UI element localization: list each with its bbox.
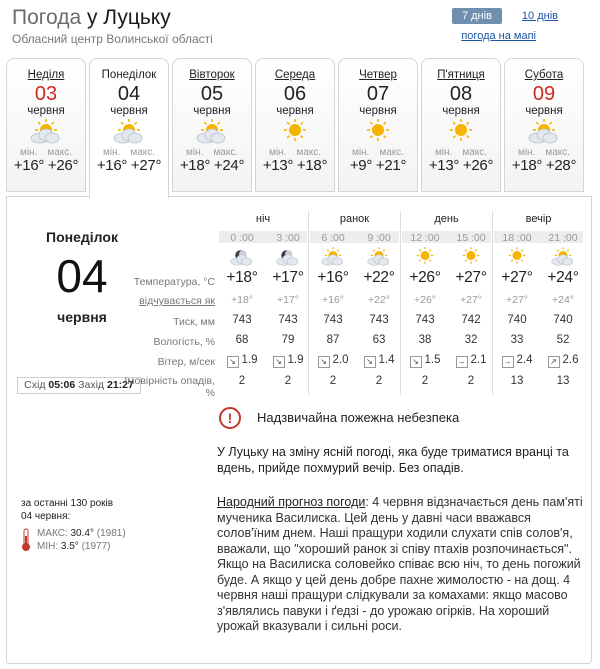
tab-10-days[interactable]: 10 днів: [521, 10, 558, 22]
hour-temperature: +22°: [363, 269, 395, 286]
day-tab-temps: +9° +21°: [349, 157, 407, 174]
day-tab-date: 08: [449, 83, 473, 105]
hour-temperature: +24°: [547, 269, 579, 286]
sunrise-sunset: Схід 05:06 Захід 21:27: [17, 377, 141, 394]
min-label: мін.: [517, 147, 536, 158]
partly-cloudy-icon: [109, 118, 149, 146]
folk-forecast: [217, 495, 585, 635]
hour-pressure: 743: [278, 314, 298, 326]
hour-label: 0 :00: [230, 232, 254, 244]
hour-precipitation: 13: [556, 375, 570, 387]
day-tab-name: Середа: [274, 69, 316, 81]
day-tab-name: Субота: [524, 69, 564, 81]
period-1: ніч: [255, 213, 271, 225]
hour-feels-like: +22°: [367, 294, 390, 306]
hour-pressure: 743: [323, 314, 343, 326]
day-detail-panel: [6, 196, 592, 664]
hour-label: 3 :00: [276, 232, 300, 244]
day-tab-temps: +18° +24°: [179, 157, 245, 174]
hour-pressure: 743: [232, 314, 252, 326]
hour-wind: ↘ 2.0: [310, 354, 356, 368]
day-tab-month: червня: [27, 105, 65, 117]
hour-wind: ↘ 1.9: [219, 354, 265, 368]
thermometer-icon: [21, 528, 31, 552]
hour-wind: ↘ 1.5: [402, 354, 448, 368]
day-tab-name: Понеділок: [101, 69, 157, 81]
label-precipitation: Імовірність опадів, %: [124, 375, 215, 399]
max-label: макс.: [462, 147, 488, 158]
sun-icon: [275, 118, 315, 146]
hour-label: 9 :00: [367, 232, 391, 244]
max-label: макс.: [130, 147, 156, 158]
max-label: макс.: [47, 147, 73, 158]
day-tab-month: червня: [276, 105, 314, 117]
min-label: мін.: [102, 147, 121, 158]
weather-description: У Луцьку на зміну ясній погоді, яка буде триматися вранці та вдень, прийде похмурий вечір. Без опадів.: [217, 445, 569, 475]
hour-wind: ↗ 2.6: [540, 354, 586, 368]
label-wind: Вітер, м/сек: [157, 356, 215, 368]
day-tab-temps: +13° +26°: [428, 157, 494, 174]
day-tab-5[interactable]: [338, 58, 418, 192]
max-label: макс.: [213, 147, 239, 158]
day-tab-6[interactable]: [421, 58, 501, 192]
hour-temperature: +26°: [409, 269, 441, 286]
sun-icon: [441, 118, 481, 146]
warning-banner: [217, 407, 577, 431]
day-tab-month: червня: [193, 105, 231, 117]
warning-icon: !: [219, 407, 241, 429]
day-tab-month: червня: [525, 105, 563, 117]
day-tab-temps: +16° +27°: [96, 157, 162, 174]
max-label: макс.: [296, 147, 322, 158]
wind-direction-icon: ↘: [364, 356, 376, 368]
day-tab-temps: +13° +18°: [262, 157, 328, 174]
label-temperature: Температура, °С: [133, 276, 215, 288]
period-2: ранок: [339, 213, 370, 225]
day-tab-date: 06: [283, 83, 307, 105]
day-tab-date: 09: [532, 83, 556, 105]
sun-icon: [448, 246, 494, 268]
sunrise-time: 05:06: [48, 379, 76, 391]
history-period: за останні 130 років: [21, 498, 114, 509]
hour-precipitation: 2: [238, 375, 246, 387]
sun-cloud-icon: [310, 246, 356, 268]
day-tab-4[interactable]: [255, 58, 335, 192]
hour-pressure: 740: [553, 314, 573, 326]
hour-precipitation: 13: [510, 375, 524, 387]
day-tab-date: 03: [34, 83, 58, 105]
hour-precipitation: 2: [467, 375, 475, 387]
sun-icon: [358, 118, 398, 146]
wind-direction-icon: ↘: [273, 356, 285, 368]
folk-forecast-text: : 4 червня відзначається день пам'яті мученика Василиска. Цей день у давні часи вважався солов'їним днем. Наші пращури ходили слухати спів солов'я, вважали, що "хороший ранок зі співу птахів розпочинається". Якщо на Василиска соловейко співає всю ніч, то день погожий буде. А якщо у цей день добре пахне жимолостю - на дощ. 4 червня наші пращури слідкували за комахами: якщо масово з'являлись павуки і ґедзі - до урожаю огірків. На хороший урожай вказували і сильні роси.: [217, 495, 583, 633]
hour-humidity: 87: [326, 334, 340, 346]
hour-temperature: +27°: [455, 269, 487, 286]
hour-precipitation: 2: [375, 375, 383, 387]
period-3: день: [434, 213, 459, 225]
hour-humidity: 68: [235, 334, 249, 346]
sun-icon: [402, 246, 448, 268]
tab-7-days[interactable]: 7 днів: [452, 8, 502, 24]
day-tab-name: Неділя: [27, 69, 65, 81]
sunset-time: 21:27: [106, 379, 134, 391]
hour-humidity: 32: [464, 334, 478, 346]
history-min: МІН: 3.5° (1977): [37, 541, 111, 552]
hour-pressure: 743: [369, 314, 389, 326]
hour-feels-like: +16°: [321, 294, 344, 306]
hour-feels-like: +17°: [276, 294, 299, 306]
partly-cloudy-icon: [26, 118, 66, 146]
hour-wind: ↘ 1.4: [356, 354, 402, 368]
header: [12, 6, 588, 48]
hour-precipitation: 2: [284, 375, 292, 387]
page-title: Погода у Луцьку: [12, 6, 171, 29]
min-label: мін.: [351, 147, 370, 158]
history-date: 04 червня:: [21, 511, 71, 522]
hour-pressure: 743: [415, 314, 435, 326]
label-feels-like[interactable]: відчувається як: [139, 295, 215, 307]
period-4: вечір: [525, 213, 552, 225]
hour-feels-like: +27°: [459, 294, 482, 306]
hour-feels-like: +27°: [505, 294, 528, 306]
city-name: у Луцьку: [86, 6, 171, 29]
hour-label: 12 :00: [410, 232, 440, 244]
hour-humidity: 33: [510, 334, 524, 346]
hour-temperature: +17°: [272, 269, 304, 286]
selected-day-number: 04: [56, 250, 108, 302]
hour-humidity: 52: [556, 334, 570, 346]
wind-direction-icon: ↘: [318, 356, 330, 368]
hour-wind: → 2.1: [457, 354, 487, 366]
day-tab-date: 05: [200, 83, 224, 105]
min-label: мін.: [434, 147, 453, 158]
day-tab-1[interactable]: [6, 58, 86, 192]
hour-humidity: 79: [281, 334, 295, 346]
hour-pressure: 742: [461, 314, 481, 326]
partly-cloudy-icon: [524, 118, 564, 146]
hour-precipitation: 2: [329, 375, 337, 387]
day-tab-2[interactable]: [89, 58, 169, 198]
max-label: макс.: [545, 147, 571, 158]
page-subtitle: Обласний центр Волинської області: [12, 32, 213, 46]
day-tab-name: П'ятниця: [437, 69, 485, 81]
selected-month: червня: [57, 309, 107, 325]
hour-humidity: 63: [372, 334, 386, 346]
moon-cloud-icon: [219, 246, 265, 268]
partly-cloudy-icon: [192, 118, 232, 146]
folk-forecast-title[interactable]: Народний прогноз погоди: [217, 495, 366, 509]
history-max: МАКС: 30.4° (1981): [37, 528, 126, 539]
hour-precipitation: 2: [421, 375, 429, 387]
min-label: мін.: [268, 147, 287, 158]
wind-direction-icon: →: [503, 357, 512, 366]
wind-direction-icon: ↘: [227, 356, 239, 368]
moon-cloud-icon: [265, 246, 311, 268]
hour-label: 6 :00: [321, 232, 345, 244]
day-tab-month: червня: [442, 105, 480, 117]
selected-day-name: Понеділок: [46, 229, 118, 245]
sun-cloud-icon: [540, 246, 586, 268]
hour-temperature: +16°: [317, 269, 349, 286]
max-label: макс.: [379, 147, 405, 158]
label-pressure: Тиск, мм: [173, 316, 215, 328]
day-tab-name: Вівторок: [189, 69, 235, 81]
label-humidity: Вологість, %: [153, 336, 215, 348]
historical-records: [21, 497, 211, 553]
day-tab-temps: +18° +28°: [511, 157, 577, 174]
hour-temperature: +18°: [226, 269, 258, 286]
map-link[interactable]: погода на мапі: [461, 30, 536, 42]
wind-direction-icon: →: [457, 357, 466, 366]
hour-label: 18 :00: [502, 232, 532, 244]
sun-cloud-icon: [356, 246, 402, 268]
min-label: мін.: [185, 147, 204, 158]
day-tab-3[interactable]: [172, 58, 252, 192]
hour-humidity: 38: [418, 334, 432, 346]
day-tab-month: червня: [110, 105, 148, 117]
day-tabs: [6, 58, 587, 198]
hour-feels-like: +18°: [230, 294, 253, 306]
day-tab-date: 04: [117, 83, 141, 105]
hour-label: 15 :00: [456, 232, 486, 244]
hour-label: 21 :00: [548, 232, 578, 244]
hour-temperature: +27°: [501, 269, 533, 286]
hour-feels-like: +26°: [413, 294, 436, 306]
wind-direction-icon: ↘: [410, 356, 422, 368]
day-tab-7[interactable]: [504, 58, 584, 192]
range-tabs: [452, 8, 568, 24]
day-tab-month: червня: [359, 105, 397, 117]
day-tab-name: Четвер: [359, 69, 397, 81]
day-tab-date: 07: [366, 83, 390, 105]
sun-icon: [494, 246, 540, 268]
day-tab-temps: +16° +26°: [13, 157, 79, 174]
hour-wind: ↘ 1.9: [265, 354, 311, 368]
warning-text: Надзвичайна пожежна небезпека: [257, 410, 460, 425]
min-label: мін.: [19, 147, 38, 158]
hour-wind: → 2.4: [503, 354, 533, 366]
hour-pressure: 740: [507, 314, 527, 326]
wind-direction-icon: ↗: [548, 356, 560, 368]
hour-feels-like: +24°: [551, 294, 574, 306]
